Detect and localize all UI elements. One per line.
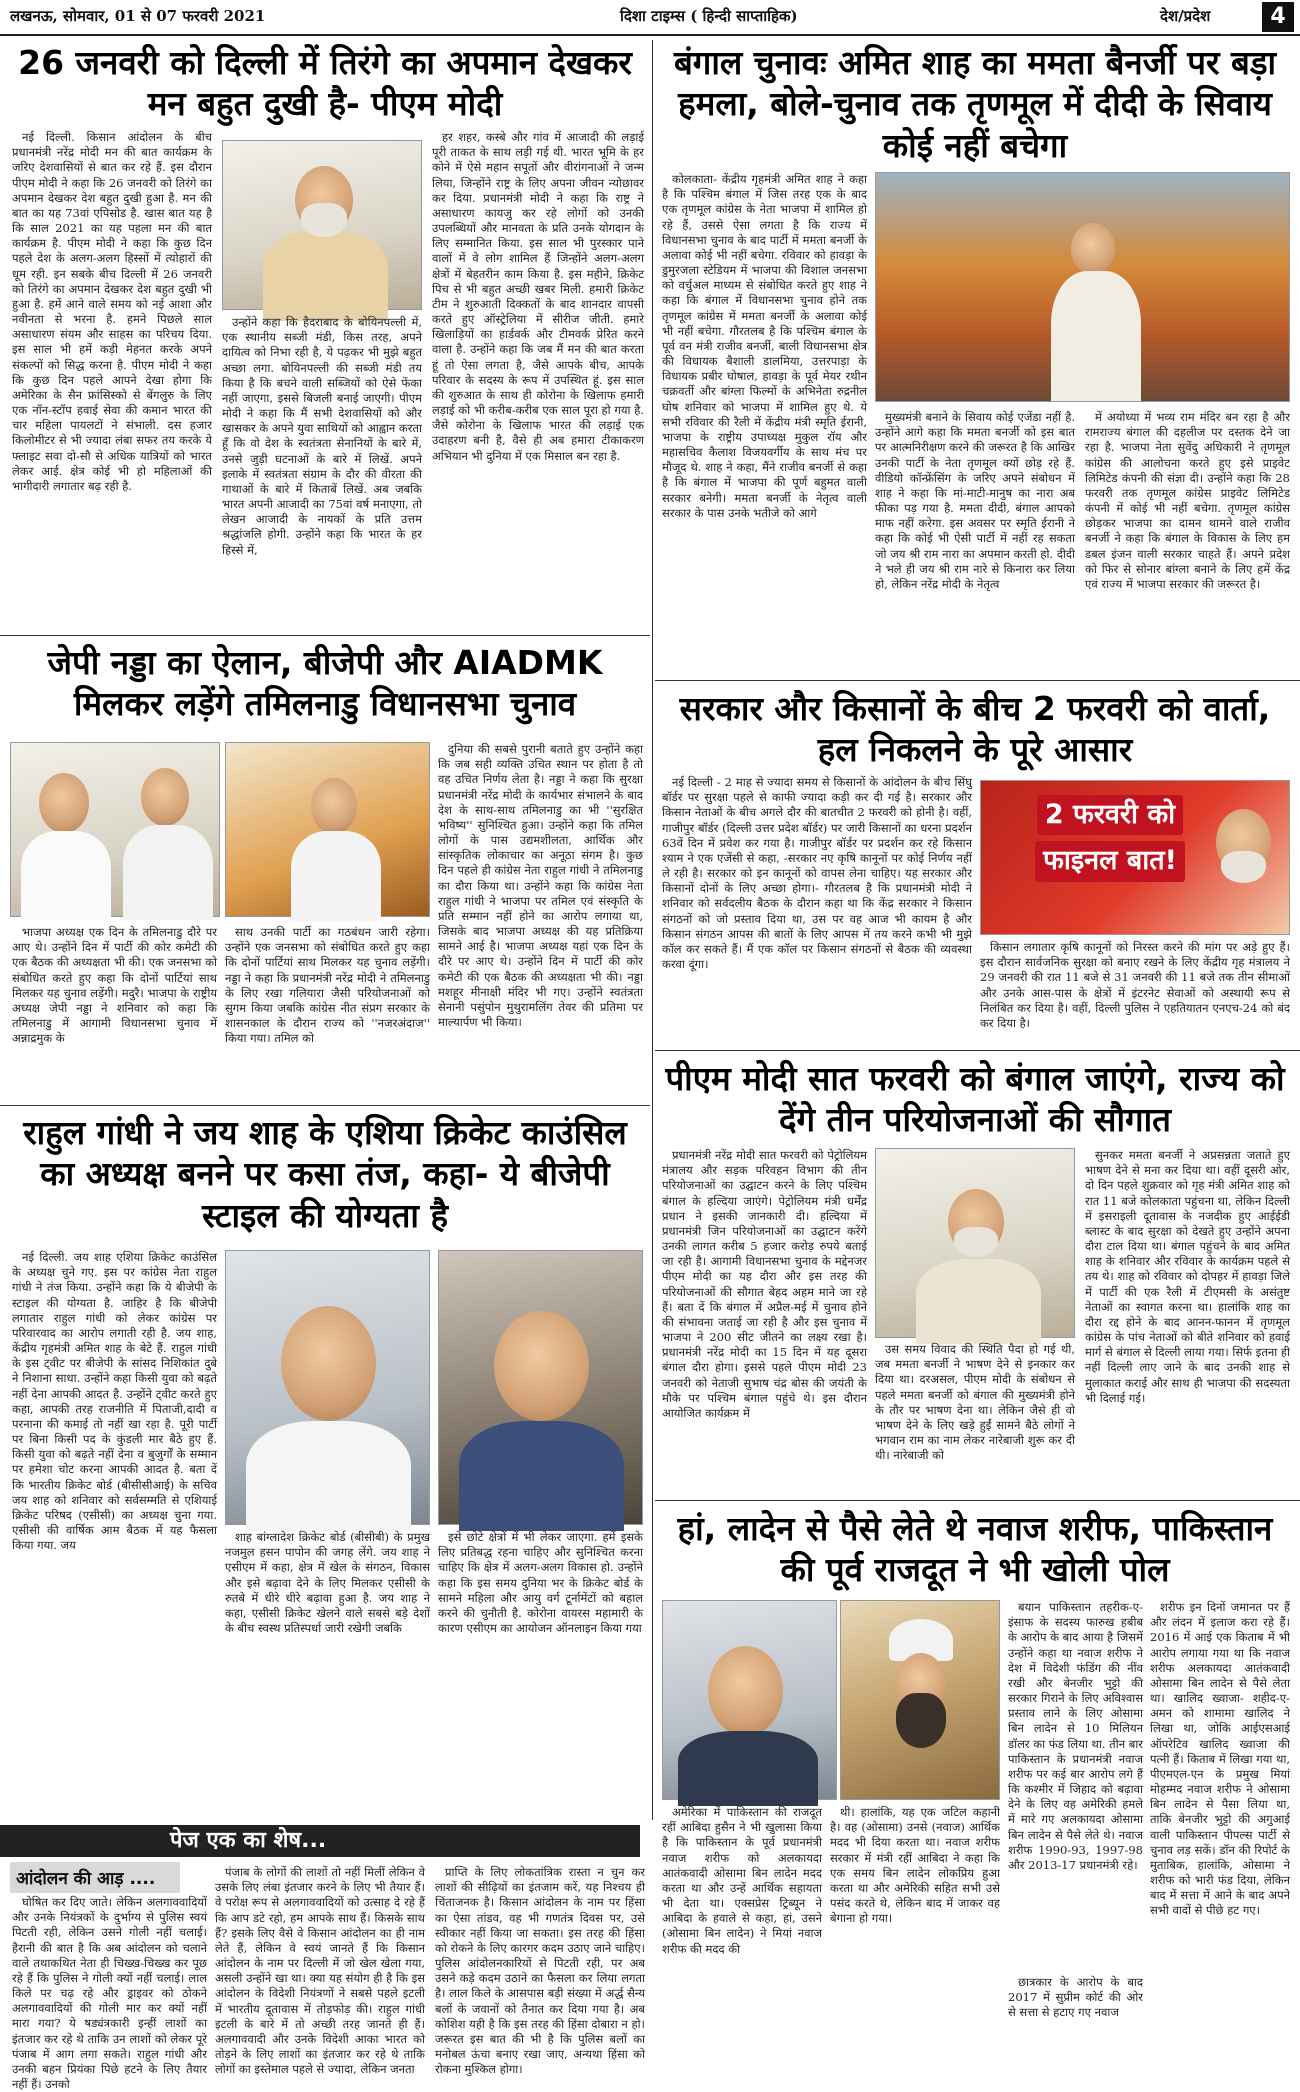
story-body: बयान पाकिस्तान तहरीक-ए-इंसाफ के सदस्य फारुख हबीब के आरोप के बाद आया है जिसमें उन्होंने कहा था नवाज शरीफ ने देश में विदेशी फंडिंग की नींव रखी और बेनजीर भुट्टो की सरकार गिराने के लिए अविश्वास प्रस्ताव लाने के लिए ओसामा बिन लादेन से 10 मिलियन डॉलर का फंड लिया था. तीन बार पाकिस्तान के प्रधानमंत्री नवाज शरीफ पर कई बार आरोप लगे हैं कि कश्मीर में जिहाद को बढ़ावा देने के लिए वह अमेरिकी हमले में मारे गए अलकायदा ओसामा बिन लादेन से पैसे लेते थे। नवाज शरीफ 1990-93, 1997-98 और 2013-17 प्रधानमंत्री रहे। <box>1008 1600 1143 1872</box>
story-body: शरीफ इन दिनों जमानत पर हैं और लंदन में इलाज करा रहे हैं। 2016 में आई एक किताब में भी आरोप लगाया गया था कि नवाज शरीफ अलकायदा आतंकवादी ओसामा बिन लादेन से पैसे लेता था। खालिद ख्वाजा- शहीद-ए-अमन को शामामा खालिद ने लिखा था, जोकि आईएसआई ऑपरेटिव खालिद ख्वाजा की पत्नी हैं। किताब में लिखा गया था, पीएमएल-एन के प्रमुख मियां मोहम्मद नवाज शरीफ ने ओसामा बिन लादेन से पैसा लिया था, ताकि बेनजीर भुट्टो की अगुआई वाली पाकिस्तान पीपल्स पार्टी से चुनाव लड़ सकें। डॉन की रिपोर्ट के मुताबिक, हालांकि, ओसामा ने शरीफ को भारी फंड दिया, लेकिन बाद में सत्ता में आने के बाद अपने सभी वादों से पीछे हट गए। <box>1150 1600 1290 1918</box>
story-body: हर शहर, कस्बे और गांव में आजादी की लड़ाई पूरी ताकत के साथ लड़ी गई थी. भारत भूमि के हर कोने में ऐसे महान सपूतों और वीरांगनाओं ने जन्म लिया, जिन्होंने राष्ट्र के लिए अपना जीवन न्योछावर कर दिया. प्रधानमंत्री मोदी ने कहा कि राष्ट्र ने असाधारण कायजु कर रहे लोगों को उनकी उपलब्धियों और मानवता के प्रति उनके योगदान के लिए सम्मानित किया. इस साल भी पुरस्कार पाने वालों में वे लोग शामिल हैं जिन्होंने अलग-अलग क्षेत्रों में बेहतरीन काम किया है. इस महीने, क्रिकेट पिच से भी बहुत अच्छी खबर मिली. हमारी क्रिकेट टीम ने शुरुआती दिक्कतों के बाद शानदार वापसी करते हुए ऑस्ट्रेलिया में सीरीज जीती. हमारे खिलाड़ियों का हार्डवर्क और टीमवर्क प्रेरित करने वाला है. उन्होंने कहा कि जब मैं मन की बात करता हूं तो ऐसा लगता है, जैसे आपके बीच, आपके परिवार के सदस्य के रूप में उपस्थित हूं. इस साल की शुरुआत के साथ ही कोरोना के खिलाफ हमारी लड़ाई को भी करीब-करीब एक साल पूरा हो गया है. जैसे कोरोना के खिलाफ भारत की लड़ाई एक उदाहरण बनी है, वैसे ही अब हमारा टीकाकरण अभियान भी दुनिया में एक मिसाल बन रहा है. <box>432 130 644 463</box>
story-body: साथ उनकी पार्टी का गठबंधन जारी रहेगा। उन्होंने एक जनसभा को संबोधित करते हुए कहा कि दोनों पार्टियां साथ मिलकर यह चुनाव लड़ेंगी। नड्डा ने कहा कि प्रधानमंत्री नरेंद्र मोदी ने तमिलनाडु के लिए रखा गलियारा जैसी परियोजनाओं को सुगम किया जबकि कांग्रेस नीत संप्रग सरकार के शासनकाल के दौरान राज्य को ''नजरअंदाज'' किया गया। तमिल को <box>225 925 430 1046</box>
modi-photo <box>222 140 422 310</box>
story-body: नई दिल्ली. किसान आंदोलन के बीच प्रधानमंत्री नरेंद्र मोदी मन की बात कार्यक्रम के जरिए देशवासियों से बात कर रहे हैं. इस दौरान पीएम मोदी ने कहा कि 26 जनवरी को तिरंगे का अपमान देखकर देश बहुत दुखी हुआ है. मन की बात का यह 73वां एपिसोड है. खास बात यह है कि साल 2021 का यह पहला मन की बात कार्यक्रम है. पीएम मोदी ने कहा कि कुछ दिन पहले देश के अलग-अलग हिस्सों में त्योहारों की धूम रही. इन सबके बीच दिल्ली में 26 जनवरी को तिरंगे का अपमान देखकर देश बहुत दुखी भी हुआ है. हमें आने वाले समय को नई आशा और नवीनता से भरना है. हमने पिछले साल असाधारण संयम और साहस का परिचय दिया. इस साल भी हमें कड़ी मेहनत करके अपने संकल्पों को सिद्ध करना है. पीएम मोदी ने कहा कि कुछ दिन पहले आपने देखा होगा कि अमेरिका के सैन फ्रांसिस्को से बेंगलुरु के लिए एक नॉन-स्टॉप हवाई सेवा की कमान भारत की चार महिला पायलटों ने संभाली. दस हजार किलोमीटर से भी ज्यादा लंबा सफर तय करके ये फ्लाइट सवा दो-सौ से अधिक यात्रियों को भारत लेकर आई. क्षेत्र कोई भी हो महिलाओं की भागीदारी लगातार बढ़ रही है. <box>12 130 212 493</box>
story-body: मुख्यमंत्री बनाने के सिवाय कोई एजेंडा नहीं है. उन्होंने आगे कहा कि ममता बनर्जी को इस बात पर आत्मनिरीक्षण करने की जरूरत है कि आखिर उनकी पार्टी के नेता तृणमूल क्यों छोड़ रहे हैं. वीडियो कॉन्फ्रेंसिंग के जरिए अपने संबोधन में शाह ने कहा कि मां-माटी-मानुष का नारा अब फीका पड़ गया है. ममता दीदी, बंगाल आपको माफ नहीं करेगा. इस अवसर पर स्मृति ईरानी ने कहा कि कोई भी ऐसी पार्टी में नहीं रह सकता जो जय श्री राम नारा का अपमान करती हो. दीदी ने भले ही जय श्री राम नारे से किनारा कर लिया हो, लेकिन नरेंद्र मोदी के नेतृत्व <box>875 410 1075 591</box>
story-body: अमेरिका में पाकिस्तान की राजदूत रहीं आबिदा हुसैन ने भी खुलासा किया है कि पाकिस्तान के पूर्व प्रधानमंत्री नवाज शरीफ को अलकायदा आतंकवादी ओसामा बिन लादेन मदद करता था और उन्हें आर्थिक सहायता भी देता था। एक्सप्रेस ट्रिब्यून ने आबिदा के हवाले से कहा, हां, उसने (ओसामा बिन लादेन) ने मियां नवाज शरीफ की मदद की <box>662 1805 822 1956</box>
story-body: प्रधानमंत्री नरेंद्र मोदी सात फरवरी को पेट्रोलियम मंत्रालय और सड़क परिवहन विभाग की तीन परियोजनाओं का उद्घाटन करने के लिए पश्चिम बंगाल के हल्दिया जाएंगे। पेट्रोलियम मंत्री धर्मेंद्र प्रधान ने इसकी जानकारी दी। हल्दिया में प्रधानमंत्री जिन परियोजनाओं का उद्घाटन करेंगे उनकी लागत करीब 5 हजार करोड़ रुपये बताई जा रही है। आगामी विधानसभा चुनाव के मद्देनजर पीएम मोदी का यह दौरा और इस तरह की परियोजनाओं की सौगात बेहद अहम माने जा रहे हैं। बता दें कि बंगाल में अप्रैल-मई में चुनाव होने की संभावना जताई जा रही है और इस चुनाव में भाजपा ने 200 सीट जीतने का लक्ष्य रखा है। प्रधानमंत्री नरेंद्र मोदी का 15 दिन में यह दूसरा बंगाल दौरा होगा। इससे पहले पीएम मोदी 23 जनवरी को नेताजी सुभाष चंद्र बोस की जयंती के मौके पर पश्चिम बंगाल पहुंचे थे। इस दौरान आयोजित कार्यक्रम में <box>662 1148 867 1420</box>
story-body: सुनकर ममता बनर्जी ने अप्रसन्नता जताते हुए भाषण देने से मना कर दिया था। वहीं दूसरी ओर, दो दिन पहले शुक्रवार को गृह मंत्री अमित शाह को रात 11 बजे कोलकाता पहुंचना था, लेकिन दिल्ली में इसराइली दूतावास के नजदीक हुए आईईडी ब्लास्ट के बाद सुरक्षा को देखते हुए उन्होंने अपना दौरा टाल दिया था। बंगाल पहुंचने के बाद अमित शाह के शनिवार और रविवार के कार्यक्रम पहले से तय थे। शाह को रविवार को दोपहर में हावड़ा जिले में पार्टी की एक रैली में टीएमसी के असंतुष्ट नेताओं का स्वागत करना था। हालांकि शाह का दौरा रद्द होने के बाद आनन-फानन में तृणमूल कांग्रेस के पांच नेताओं को बीते शनिवार को हवाई मार्ग से बंगाल से दिल्ली लाया गया। सिर्फ इतना ही नहीं दिल्ली लाए जाने के बाद उनकी शाह से मुलाकात कराई और साथ ही भाजपा की सदस्यता भी दिलाई गई। <box>1085 1148 1290 1405</box>
page-header <box>0 0 1300 36</box>
amit-shah-rally-photo <box>875 172 1290 402</box>
story-body: नई दिल्ली. जय शाह एशिया क्रिकेट काउंसिल के अध्यक्ष चुने गए. इस पर कांग्रेस नेता राहुल गांधी ने तंज किया. उन्होंने कहा कि ये बीजेपी के स्टाइल की योग्यता है. जाहिर है कि बीजेपी लगातार राहुल गांधी को लेकर कांग्रेस पर परिवारवाद का आरोप लगाती रही है. जय शाह, केंद्रीय गृहमंत्री अमित शाह के बेटे हैं. राहुल गांधी के इस ट्वीट पर बीजेपी के सांसद निशिकांत दुबे ने निशाना साधा. उन्होंने कहा किसी युवा को बढ़ते नहीं देना आपकी आदत है. उन्होंने ट्वीट करते हुए कहा, आपकी तरह राजनीति में पिताजी,दादी व परनाना की कमाई तो नहीं खा रहा है. पूरी पार्टी पर बिना किसी पद के कुंडली मार बैठे हुए हैं. किसी युवा को बढ़ते नहीं देना व बुजुर्गों के सम्मान पर हमेशा चोट करना आपकी आदत है. बता दें कि भारतीय क्रिकेट बोर्ड (बीसीसीआई) के सचिव जय शाह को शनिवार को सर्वसम्मति से एशियाई क्रिकेट परिषद (एसीसी) का अध्यक्ष चुना गया. एसीसी की वार्षिक आम बैठक में यह फैसला किया गया. जय <box>12 1250 217 1553</box>
modi-bengal-photo <box>875 1148 1075 1338</box>
section-divider <box>0 1105 650 1106</box>
section-divider <box>655 680 1300 681</box>
story-body: छात्रकार के आरोप के बाद 2017 में सुप्रीम कोर्ट की ओर से सत्ता से हटाए गए नवाज <box>1008 1975 1143 2020</box>
story-body: नई दिल्ली - 2 माह से ज्यादा समय से किसानों के आंदोलन के बीच सिंघु बॉर्डर पर सुरक्षा पहले से काफी ज्यादा कड़ी कर दी गई है। सरकार और किसान नेताओं के बीच अगले दौर की बातचीत 2 फरवरी को होनी है। वहीं, गाजीपुर बॉर्डर (दिल्ली उत्तर प्रदेश बॉर्डर) पर जारी किसानों का धरना प्रदर्शन 63वें दिन में प्रवेश कर गया है। गाजीपुर बॉर्डर पर प्रदर्शन कर रहे किसान श्याम ने एक एजेंसी से कहा, -सरकार नए कृषि कानूनों पर कोई निर्णय नहीं ले रही है। सरकार को इन कानूनों को वापस लेना चाहिए। यह सरकार और किसानों दोनों के लिए अच्छा होगा।- गौरतलब है कि प्रधानमंत्री मोदी ने शनिवार को सर्वदलीय बैठक के दौरान कहा था कि केंद्र सरकार ने किसान संगठनों को जो प्रस्ताव दिया था, उस पर वह आज भी कायम है और किसान संगठन आपस की बातों के लिए आपस में तय करने कभी भी मुझे कॉल कर सकते हैं। मैं एक कॉल पर किसान संगठनों से बैठक की व्यवस्था करवा दूंगा। <box>662 775 972 972</box>
story-headline: जेपी नड्डा का ऐलान, बीजेपी और AIADMK मिलकर लड़ेंगे तमिलनाडु विधानसभा चुनाव <box>47 643 603 724</box>
edition-dateline: लखनऊ, सोमवार, 01 से 07 फरवरी 2021 <box>10 7 266 25</box>
section-divider <box>655 1050 1300 1051</box>
story-headline: बंगाल चुनावः अमित शाह का ममता बैनर्जी पर बड़ा हमला, बोले-चुनाव तक तृणमूल में दीदी के सिवाय कोई नहीं बचेगा <box>673 43 1277 165</box>
palaniswami-photo <box>10 742 220 917</box>
story-body: घोषित कर दिए जाते। लेकिन अलगाववादियों और उनके नियंत्रकों के दुर्भाग्य से पुलिस स्वयं पिटती रही, लेकिन उसने गोली नहीं चलाई। हैरानी की बात है कि अब आंदोलन को चलाने वाले तथाकथित नेता ही चिख्ख-चिख्ख कर पूछ रहे हैं कि पुलिस ने गोली क्यों नहीं चलाई। लाल किले पर चढ़ रहे और ड्राइवर को ठोकने अलगाववादियों की गोली मार कर क्यों नहीं मारा गया? ये षड्यंत्रकारी इन्हीं लाशों का इंतजार कर रहे थे ताकि उन लाशों को लेकर पूरे पंजाब में आग लगा सकते। राहुल गांधी और उनकी बहन प्रियंका पिछे हटने के लिए तैयार नहीं हैं। उनको <box>12 1895 207 2092</box>
page-number: 4 <box>1262 2 1294 32</box>
continued-subtitle: आंदोलन की आड़ .... <box>10 1862 180 1893</box>
section-divider <box>0 635 650 636</box>
story-body: दुनिया की सबसे पुरानी बताते हुए उन्होंने कहा कि जब सही व्यक्ति उचित स्थान पर होता है तो वह उचित निर्णय लेता है। नड्डा ने कहा कि सुरक्षा प्रधानमंत्री नरेंद्र मोदी के कार्यभार संभालने के बाद देश के साथ-साथ तमिलनाडु का भी ''सुरक्षित भविष्य'' सुनिश्चित हुआ। उन्होंने कहा कि तमिल लोगों के पास उद्यमशीलता, आर्थिक और सांस्कृतिक लोकाचार का अनूठा संगम है। कुछ दिन पहले ही कांग्रेस नेता राहुल गांधी ने तमिलनाडु का दौरा किया था। उन्होंने कहा कि कांग्रेस नेता राहुल गांधी ने भाजपा पर तमिल एवं संस्कृति के प्रति सम्मान नहीं होने का आरोप लगाया था, जिसके बाद भाजपा अध्यक्ष की यह प्रतिक्रिया सामने आई है। भाजपा अध्यक्ष यहां एक दिन के दौरे पर आए थे। उन्होंने दिन में पार्टी की कोर कमेटी की एक बैठक की अध्यक्षता भी की। नड्डा मशहूर मीनाक्षी मंदिर भी गए। उन्होंने स्वतंत्रता सेनानी पसुंपोन मुथुरामलिंग तेवर की प्रतिमा पर माल्यार्पण भी किया। <box>438 742 643 1030</box>
section-divider <box>655 1500 1300 1501</box>
graphic-caption: 2 फरवरी को फाइनल बात! <box>985 795 1235 888</box>
story-body: में अयोध्या में भव्य राम मंदिर बन रहा है और रामराज्य बंगाल की दहलीज पर दस्तक देने जा रहा है. भाजपा नेता सुवेंदु अधिकारी ने तृणमूल कांग्रेस की आलोचना करते हुए इसे प्राइवेट लिमिटेड कंपनी की संज्ञा दी। उन्होंने कहा कि 28 फरवरी तक तृणमूल कांग्रेस प्राइवेट लिमिटेड कंपनी में कोई भी नहीं बचेगा. तृणमूल कांग्रेस छोड़कर भाजपा का दामन थामने वाले राजीव बनर्जी ने कहा कि बंगाल के विकास के लिए हम डबल इंजन वाली सरकार चाहते हैं। अपने प्रदेश को फिर से सोनार बांग्ला बनाने के लिए हमें केंद्र एवं राज्य में भाजपा सरकार की जरूरत है। <box>1085 410 1290 591</box>
story-body: पंजाब के लोगों की लाशों तो नहीं मिलीं लेकिन वे उसके लिए लंबा इंतजार करने के लिए भी तैयार हैं। वे परोक्ष रूप से अलगाववादियों को उत्साह दे रहे हैं कि आप डटे रहो, हम आपके साथ हैं। किसके साथ हैं? इसके लिए वैसे वे किसान आंदोलन का ही नाम लेते हैं, लेकिन वे स्वयं जानते हैं कि किसान आंदोलन के नाम पर दिल्ली में जो खेल खेला गया, असली उन्होंने खा था। क्या यह संयोग ही है कि इस आंदोलन के विदेशी नियंत्रणों ने सबसे पहले इटली में भारतीय दूतावास में तोड़फोड़ की। राहुल गांधी इटली के बारे में तो अच्छी तरह जानते ही हैं। अलगाववादी और उनके विदेशी आका भारत को तोड़ने के लिए लाशों का इंतजार कर रहे थे ताकि लोगों का इस्तेमाल पहले से ज्यादा, लेकिन जनता <box>215 1865 425 2077</box>
jay-shah-photo <box>438 1250 643 1525</box>
story-body: शाह बांग्लादेश क्रिकेट बोर्ड (बीसीबी) के प्रमुख नजमुल हसन पापोन की जगह लेंगे. जय शाह ने एसीएम में कहा, क्षेत्र में खेल के संगठन, विकास और इसे बढ़ावा देने के लिए मिलकर एसीसी के रुतबे में धीरे धीरे बढ़ावा हुआ है. जय शाह ने कहा, एसीसी क्रिकेट खेलने वाले सबसे बड़े देशों के बीच स्वस्थ प्रतिस्पर्धा जारी रखेगी जबकि <box>225 1530 430 1636</box>
story-headline: 26 जनवरी को दिल्ली में तिरंगे का अपमान देखकर मन बहुत दुखी है- पीएम मोदी <box>18 43 632 124</box>
story-body: कोलकाता- केंद्रीय गृहमंत्री अमित शाह ने कहा है कि पश्चिम बंगाल में जिस तरह एक के बाद एक तृणमूल कांग्रेस के नेता भाजपा में शामिल हो रहे हैं, उससे ऐसा लगता है कि राज्य में विधानसभा चुनाव के बाद पार्टी में ममता बनर्जी के अलावा कोई भी नहीं बचेगा. रविवार को हावड़ा के डुमुरजला स्टेडियम में भाजपा की विशाल जनसभा को वर्चुअल माध्यम से संबोधित करते हुए शाह ने कहा कि बंगाल में विधानसभा चुनाव होने तक तृणमूल कांग्रेस में ममता बनर्जी के अलावा कोई भी नहीं बचेगा. गौरतलब है कि पश्चिम बंगाल के पूर्व वन मंत्री राजीव बनर्जी, बाली विधानसभा क्षेत्र की विधायक बैशाली डालमिया, उत्तरपाड़ा के विधायक प्रबीर घोषाल, हावड़ा के पूर्व मेयर रथीन चक्रवर्ती और बांग्ला फिल्मों के अभिनेता रुद्रनील घोष शनिवार को भाजपा में शामिल हुए थे. ये सभी रविवार की रैली में केंद्रीय मंत्री स्मृति ईरानी, भाजपा के राष्ट्रीय उपाध्यक्ष मुकुल रॉय और महासचिव कैलाश विजयवर्गीय के साथ मंच पर मौजूद थे. शाह ने कहा, मैंने राजीव बनर्जी से कहा है कि बंगाल में भाजपा की पूर्ण बहुमत वाली सरकार बनेगी। ममता बनर्जी के नेतृत्व वाली सरकार के पास उनके भतीजे को आगे <box>662 172 867 520</box>
story-body: भाजपा अध्यक्ष एक दिन के तमिलनाडु दौरे पर आए थे। उन्होंने दिन में पार्टी की कोर कमेटी की एक बैठक की अध्यक्षता भी की। एक जनसभा को संबोधित करते हुए कहा कि दोनों पार्टियां साथ मिलकर यह चुनाव लड़ेंगी। मदुरै। भाजपा के राष्ट्रीय अध्यक्ष जेपी नड्डा ने शनिवार को कहा कि तमिलनाडु में आगामी विधानसभा चुनाव में अन्नाद्रमुक के <box>12 925 217 1046</box>
story-body: इसे छोटे क्षेत्रों में भी लेकर जाएगा. हमें इसके लिए प्रतिबद्ध रहना चाहिए और सुनिश्चित करना चाहिए कि क्षेत्र में अलग-अलग विकास हो. उन्होंने कहा कि इस समय दुनिया भर के क्रिकेट बोर्ड के सामने महिला और आयु वर्ग टूर्नामेंटों को बहाल करने की चुनौती है. कोरोना वायरस महामारी के कारण एसीएम का आयोजन ऑनलाइन किया गया <box>438 1530 643 1636</box>
newspaper-title: दिशा टाइम्स ( हिन्दी साप्ताहिक) <box>620 7 798 25</box>
column-divider <box>652 40 653 1820</box>
story-headline: पीएम मोदी सात फरवरी को बंगाल जाएंगे, राज्य को देंगे तीन परियोजनाओं की सौगात <box>665 1059 1285 1140</box>
nawaz-sharif-photo <box>662 1600 837 1800</box>
story-body: थी। हालांकि, यह एक जटिल कहानी है। वह (ओसामा) उनसे (नवाज) आर्थिक मदद भी दिया करता था। नवाज शरीफ सरकार में मंत्री रहीं आबिदा ने कहा कि एक समय बिन लादेन लोकप्रिय हुआ करता था और अमेरिकी सहित सभी उसे पसंद करते थे, लेकिन बाद में जाकर वह बेगाना हो गया। <box>830 1805 1000 1926</box>
osama-bin-laden-photo <box>840 1600 1000 1800</box>
story-headline: राहुल गांधी ने जय शाह के एशिया क्रिकेट काउंसिल का अध्यक्ष बनने पर कसा तंज, कहा- ये बीजेपी स्टाइल की योग्यता है <box>23 1113 627 1235</box>
story-headline: सरकार और किसानों के बीच 2 फरवरी को वार्ता, हल निकलने के पूरे आसार <box>679 689 1271 770</box>
section-name: देश/प्रदेश <box>1160 7 1211 25</box>
story-headline: हां, लादेन से पैसे लेते थे नवाज शरीफ, पाकिस्तान की पूर्व राजदूत ने भी खोली पोल <box>677 1509 1273 1590</box>
story-body: उन्होंने कहा कि हैदराबाद के बोयिनपल्ली में, एक स्थानीय सब्जी मंडी, किस तरह, अपने दायित्व को निभा रही है, ये पढ़कर भी मुझे बहुत अच्छा लगा. बोयिनपल्ली की सब्जी मंडी तय किया है कि बचने वाली सब्जियों को ऐसे फेंका नहीं जाएगा, इससे बिजली बनाई जाएगी। पीएम मोदी ने कहा कि मैं सभी देशवासियों को और खासकर के अपने युवा साथियों को आह्वान करता हूँ कि वो देश के स्वतंत्रता सेनानियों के बारे में, उनसे जुड़ी घटनाओं के बारे में लिखें. अपने इलाके में स्वतंत्रता संग्राम के दौर की वीरता की गाथाओं के बारे में किताबें लिखें. अब जबकि भारत अपनी आजादी का 75वां वर्ष मनाएगा, तो लेखन आजादी के नायकों के प्रति उत्तम श्रद्धांजलि होगी. उन्होंने कहा कि भारत के हर हिस्से में, <box>222 315 422 557</box>
story-body: उस समय विवाद की स्थिति पैदा हो गई थी, जब ममता बनर्जी ने भाषण देने से इनकार कर दिया था। दरअसल, पीएम मोदी के संबोधन से पहले ममता बनर्जी को बंगाल की मुख्यमंत्री होने के तौर पर भाषण देना था। लेकिन जैसे ही वो भाषण देने के लिए खड़े हुईं सामने बैठे लोगों ने भगवान राम का नाम लेकर नारेबाजी शुरू कर दी थी। नारेबाजी को <box>875 1342 1075 1463</box>
jp-nadda-photo <box>225 742 430 917</box>
continued-banner: पेज एक का शेष... <box>0 1825 640 1857</box>
story-body: प्राप्ति के लिए लोकतांत्रिक रास्ता न चुन कर लाशों की सीढ़ियों का इंतजाम करें, यह निश्चय ही चिंताजनक है। किसान आंदोलन के नाम पर हिंसा का ऐसा तांडव, वह भी गणतंत्र दिवस पर, उसे स्वीकार नहीं किया जा सकता। इस तरह की हिंसा को रोकने के लिए कारगर कदम उठाए जाने चाहिए। पुलिस आंदोलनकारियों से पिटती रही, पर अब उसने कड़े कदम उठाने का फैसला कर लिया लगता है। लाल किले के आसपास बड़ी संख्या में अर्द्ध सैन्य बलों के जवानों को तैनात कर दिया गया है। अब कोशिश यही है कि इस तरह की हिंसा दोबारा न हो। जरूरत इस बात की भी है कि पुलिस बलों का मनोबल ऊंचा बनाए रखा जाए, अन्यथा हिंसा को रोकना मुश्किल होगा। <box>435 1865 645 2077</box>
story-body: किसान लगातार कृषि कानूनों को निरस्त करने की मांग पर अड़े हुए हैं। इस दौरान सार्वजनिक सुरक्षा को बनाए रखने के लिए केंद्रीय गृह मंत्रालय ने 29 जनवरी की रात 11 बजे से 31 जनवरी की 11 बजे तक तीन सीमाओं और उनके आस-पास के क्षेत्रों में इंटरनेट सेवाओं को अस्थायी रूप से निलंबित कर दिया है। वहीं, दिल्ली पुलिस ने एहतियातन एनएच-24 को बंद कर दिया है। <box>980 940 1290 1030</box>
rahul-gandhi-photo <box>225 1250 430 1525</box>
